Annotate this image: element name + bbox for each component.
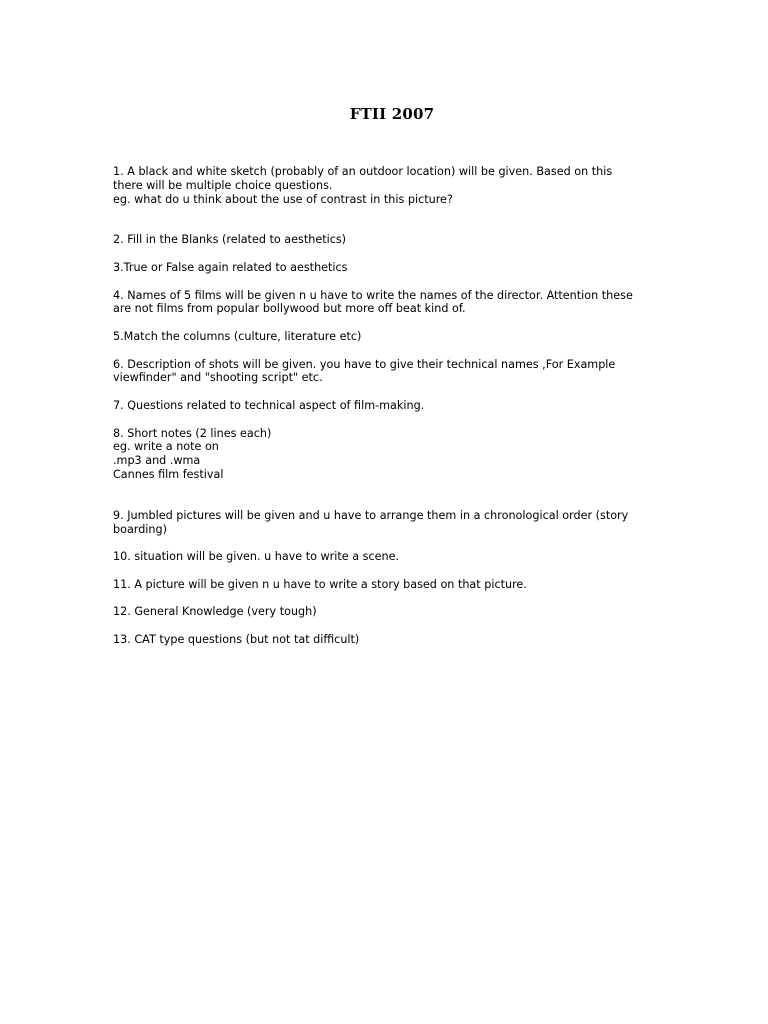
item-8 [113,427,653,482]
item-3 [113,261,653,275]
item-4-line-1: 4. Names of 5 films will be given n u have to write the names of the director. Attention these [113,288,633,302]
item-8-line-3: .mp3 and .wma [113,454,201,468]
item-6-line-2: viewfinder" and "shooting script" etc. [113,371,323,385]
item-6 [113,358,653,386]
item-3-line-1: 3.True or False again related to aesthetics [113,260,348,274]
document-title: FTII 2007 [349,105,435,123]
item-2 [113,233,653,247]
item-5-line-1: 5.Match the columns (culture, literature etc) [113,329,362,343]
item-7 [113,399,653,413]
document-body [113,165,653,647]
item-1-line-3: eg. what do u think about the use of contrast in this picture? [113,192,453,206]
item-10 [113,550,653,564]
item-8-line-4: Cannes film festival [113,467,224,481]
item-7-line-1: 7. Questions related to technical aspect of film-making. [113,398,425,412]
item-13-line-1: 13. CAT type questions (but not tat difficult) [113,632,360,646]
item-9 [113,509,653,537]
item-1 [113,165,653,206]
item-2-line-1: 2. Fill in the Blanks (related to aesthetics) [113,233,347,247]
item-12 [113,605,653,619]
item-1-line-1: 1. A black and white sketch (probably of an outdoor location) will be given. Based on this [113,165,613,178]
item-4-line-2: are not films from popular bollywood but more off beat kind of. [113,302,466,316]
item-11 [113,578,653,592]
item-9-line-1: 9. Jumbled pictures will be given and u have to arrange them in a chronological order (story [113,508,629,522]
item-5 [113,330,653,344]
item-11-line-1: 11. A picture will be given n u have to write a story based on that picture. [113,577,527,591]
item-1-line-2: there will be multiple choice questions. [113,178,333,192]
item-10-line-1: 10. situation will be given. u have to write a scene. [113,550,400,564]
item-13 [113,633,653,647]
item-12-line-1: 12. General Knowledge (very tough) [113,605,317,619]
item-8-line-1: 8. Short notes (2 lines each) [113,426,272,440]
item-9-line-2: boarding) [113,522,167,536]
item-6-line-1: 6. Description of shots will be given. you have to give their technical names ,For Example [113,357,616,371]
item-8-line-2: eg. write a note on [113,440,219,454]
item-4 [113,289,653,317]
